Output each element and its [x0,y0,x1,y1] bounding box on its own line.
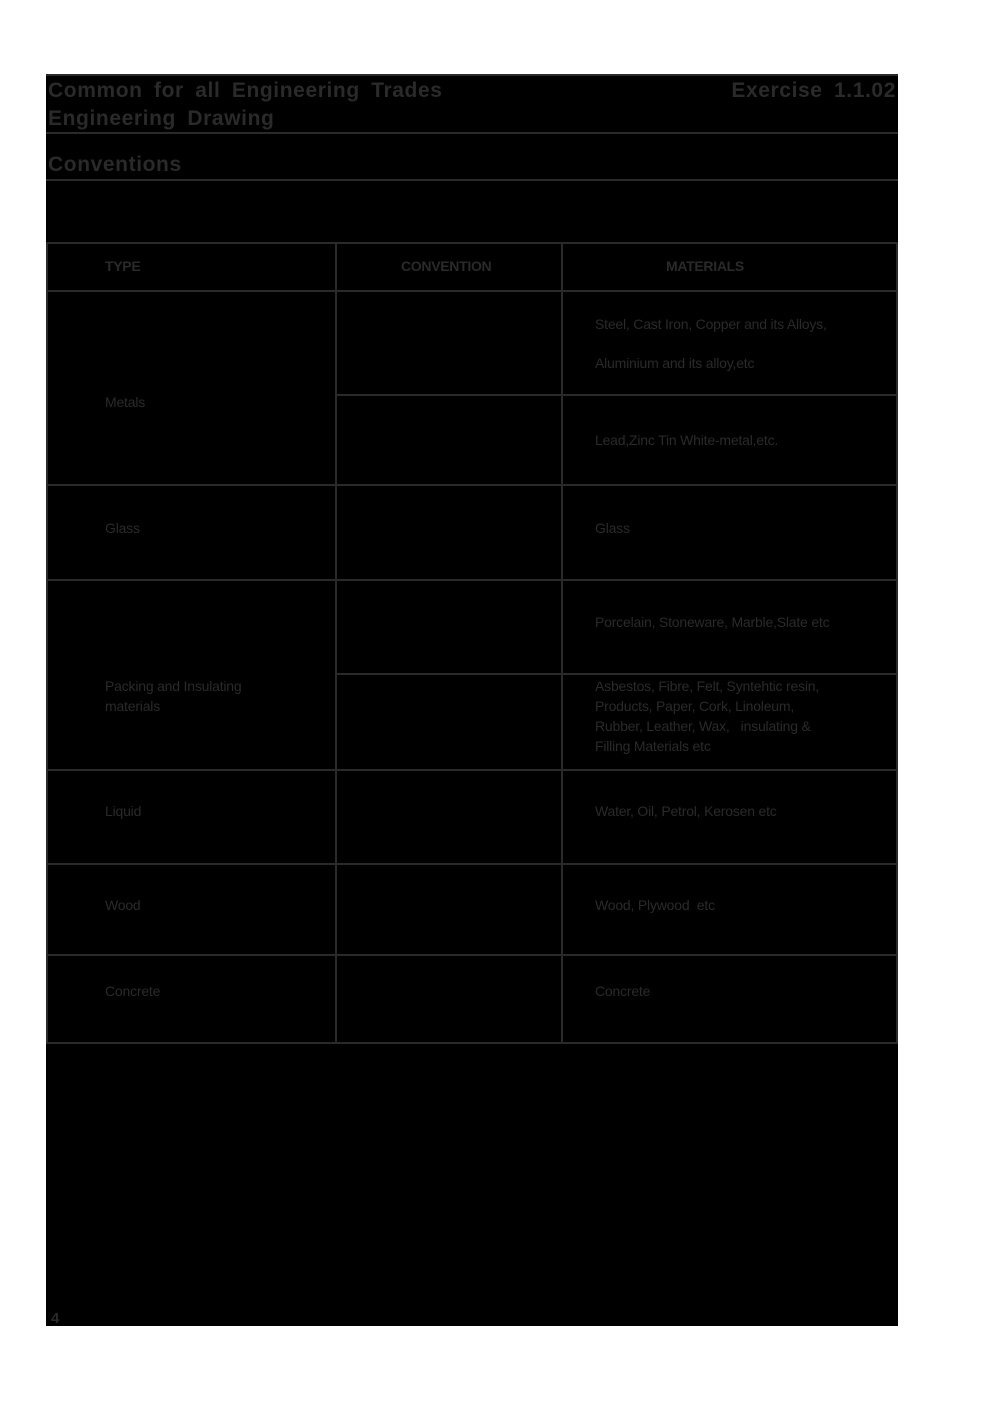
materials-insulating-line4: Filling Materials etc [595,738,711,754]
header-bottom-rule [46,132,898,134]
header-top-rule [46,74,898,76]
column-header-type: TYPE [105,258,141,274]
type-glass: Glass [105,520,140,536]
page-number: 4 [51,1310,60,1327]
type-liquid: Liquid [105,803,142,819]
convention-symbol-ceramics [337,581,561,673]
column-divider-2 [561,242,563,1042]
subject-title: Engineering Drawing [48,107,275,130]
trade-title: Common for all Engineering Trades [48,79,443,102]
materials-ceramics: Porcelain, Stoneware, Marble,Slate etc [595,614,830,630]
type-packing-line1: Packing and Insulating [105,678,242,694]
convention-symbol-insulating [337,675,561,769]
materials-liquid: Water, Oil, Petrol, Kerosen etc [595,803,777,819]
materials-concrete: Concrete [595,983,651,999]
materials-insulating-line1: Asbestos, Fibre, Felt, Syntehtic resin, [595,678,820,694]
convention-symbol-wood [337,865,561,954]
table-border-top [46,242,898,244]
materials-metals-1-line2: Aluminium and its alloy,etc [595,355,755,371]
materials-metals-2: Lead,Zinc Tin White-metal,etc. [595,432,779,448]
conventions-table [46,242,898,1044]
convention-symbol-metals-nonferrous [337,396,561,484]
table-border-bottom [46,1042,898,1044]
materials-insulating-line2: Products, Paper, Cork, Linoleum, [595,698,795,714]
type-packing-line2: materials [105,698,160,714]
table-border-right [896,242,898,1044]
section-title: Conventions [48,153,182,176]
convention-symbol-glass [337,486,561,579]
materials-wood: Wood, Plywood etc [595,897,715,913]
convention-symbol-concrete [337,956,561,1042]
section-rule [46,179,898,181]
column-header-convention: CONVENTION [401,258,492,274]
column-header-materials: MATERIALS [666,258,744,274]
table-border-left [46,242,48,1044]
type-concrete: Concrete [105,983,161,999]
document-page [46,74,898,1326]
materials-insulating-line3: Rubber, Leather, Wax, insulating & [595,718,811,734]
exercise-number: Exercise 1.1.02 [731,79,896,102]
materials-metals-1-line1: Steel, Cast Iron, Copper and its Alloys, [595,316,827,332]
type-wood: Wood [105,897,141,913]
convention-symbol-metals-ferrous [337,292,561,394]
materials-glass: Glass [595,520,630,536]
type-metals: Metals [105,394,146,410]
convention-symbol-liquid [337,771,561,863]
